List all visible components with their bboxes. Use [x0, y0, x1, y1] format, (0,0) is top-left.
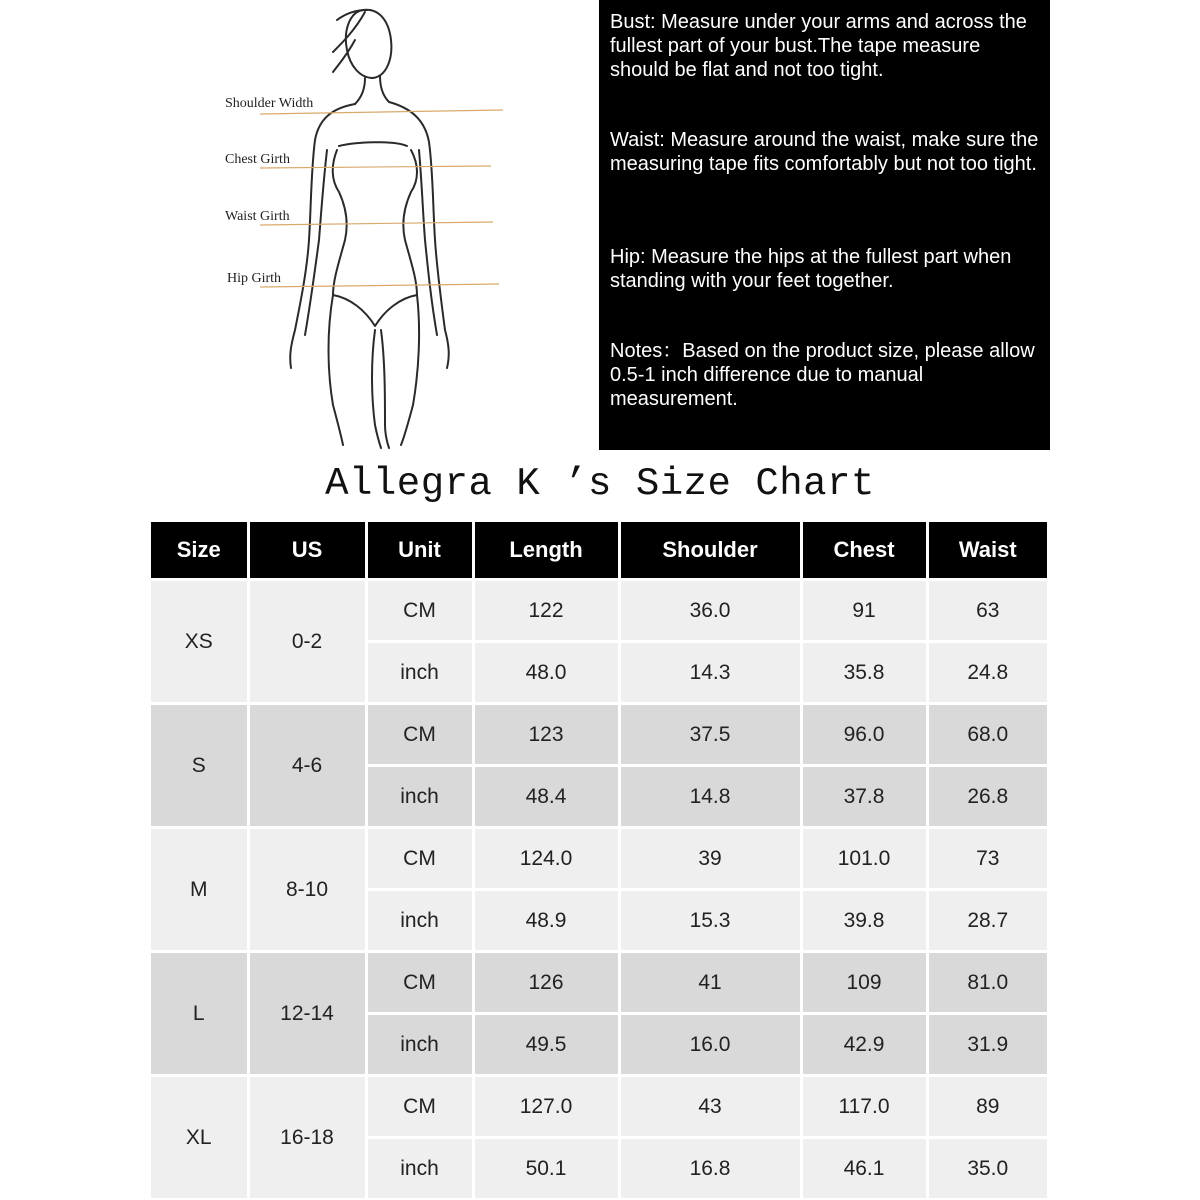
instruction-bust: Bust: Measure under your arms and across the fullest part of your bust.The tape measure should be flat and not too tight.: [610, 11, 1027, 81]
table-cell: CM: [366, 828, 473, 890]
table-cell: 63: [927, 580, 1047, 642]
table-cell: 43: [619, 1076, 801, 1138]
table-cell: 117.0: [801, 1076, 927, 1138]
header-waist: Waist: [927, 522, 1047, 580]
table-cell: 122: [473, 580, 619, 642]
table-cell: 35.0: [927, 1138, 1047, 1199]
table-cell: 126: [473, 952, 619, 1014]
figure-label-chest-girth: Chest Girth: [225, 152, 290, 167]
size-chart-title: Allegra K ’s Size Chart: [325, 462, 875, 506]
table-row: [151, 580, 1047, 642]
header-unit: Unit: [366, 522, 473, 580]
table-cell: 31.9: [927, 1014, 1047, 1076]
figure-label-shoulder-width: Shoulder Width: [225, 96, 314, 111]
instruction-notes: Notes：Based on the product size, please allow 0.5-1 inch difference due to manual measurement.: [610, 340, 1035, 410]
table-cell: 42.9: [801, 1014, 927, 1076]
table-cell: 81.0: [927, 952, 1047, 1014]
size-cell: XL: [151, 1076, 248, 1199]
table-cell: 48.9: [473, 890, 619, 952]
table-cell: 14.3: [619, 642, 801, 704]
table-row: [151, 828, 1047, 890]
instruction-hip: Hip: Measure the hips at the fullest part when standing with your feet together.: [610, 246, 1012, 292]
table-cell: CM: [366, 952, 473, 1014]
table-cell: 24.8: [927, 642, 1047, 704]
table-cell: 49.5: [473, 1014, 619, 1076]
table-cell: 89: [927, 1076, 1047, 1138]
body-silhouette-icon: [215, 0, 515, 450]
table-cell: inch: [366, 642, 473, 704]
size-cell: S: [151, 704, 248, 828]
header-shoulder: Shoulder: [619, 522, 801, 580]
table-cell: 127.0: [473, 1076, 619, 1138]
table-cell: 16.8: [619, 1138, 801, 1199]
table-cell: 37.5: [619, 704, 801, 766]
table-cell: 50.1: [473, 1138, 619, 1199]
body-measurement-figure: [215, 0, 515, 450]
table-cell: 96.0: [801, 704, 927, 766]
table-cell: 14.8: [619, 766, 801, 828]
us-size-cell: 12-14: [248, 952, 366, 1076]
us-size-cell: 16-18: [248, 1076, 366, 1199]
size-cell: XS: [151, 580, 248, 704]
header-chest: Chest: [801, 522, 927, 580]
table-cell: 15.3: [619, 890, 801, 952]
figure-label-waist-girth: Waist Girth: [225, 209, 290, 224]
table-cell: 36.0: [619, 580, 801, 642]
table-cell: CM: [366, 1076, 473, 1138]
table-cell: 26.8: [927, 766, 1047, 828]
us-size-cell: 8-10: [248, 828, 366, 952]
size-cell: M: [151, 828, 248, 952]
table-cell: CM: [366, 580, 473, 642]
table-cell: CM: [366, 704, 473, 766]
table-cell: 28.7: [927, 890, 1047, 952]
table-cell: 48.0: [473, 642, 619, 704]
table-cell: 16.0: [619, 1014, 801, 1076]
table-cell: 48.4: [473, 766, 619, 828]
instruction-waist: Waist: Measure around the waist, make sure the measuring tape fits comfortably but not too tight.: [610, 129, 1039, 175]
table-cell: inch: [366, 1014, 473, 1076]
table-cell: 124.0: [473, 828, 619, 890]
table-cell: 46.1: [801, 1138, 927, 1199]
table-cell: 35.8: [801, 642, 927, 704]
table-cell: 73: [927, 828, 1047, 890]
figure-label-hip-girth: Hip Girth: [227, 271, 282, 286]
table-cell: 37.8: [801, 766, 927, 828]
header-us: US: [248, 522, 366, 580]
us-size-cell: 4-6: [248, 704, 366, 828]
table-row: [151, 952, 1047, 1014]
table-cell: 39.8: [801, 890, 927, 952]
size-chart-table: [151, 522, 1047, 1198]
table-row: [151, 704, 1047, 766]
us-size-cell: 0-2: [248, 580, 366, 704]
table-cell: 123: [473, 704, 619, 766]
table-cell: inch: [366, 1138, 473, 1199]
header-size: Size: [151, 522, 248, 580]
table-cell: inch: [366, 766, 473, 828]
table-cell: inch: [366, 890, 473, 952]
table-cell: 109: [801, 952, 927, 1014]
table-cell: 91: [801, 580, 927, 642]
table-row: [151, 1076, 1047, 1138]
table-header-row: [151, 522, 1047, 580]
table-cell: 101.0: [801, 828, 927, 890]
measurement-instructions-panel: [599, 0, 1050, 450]
size-cell: L: [151, 952, 248, 1076]
table-cell: 68.0: [927, 704, 1047, 766]
table-cell: 41: [619, 952, 801, 1014]
header-length: Length: [473, 522, 619, 580]
table-cell: 39: [619, 828, 801, 890]
